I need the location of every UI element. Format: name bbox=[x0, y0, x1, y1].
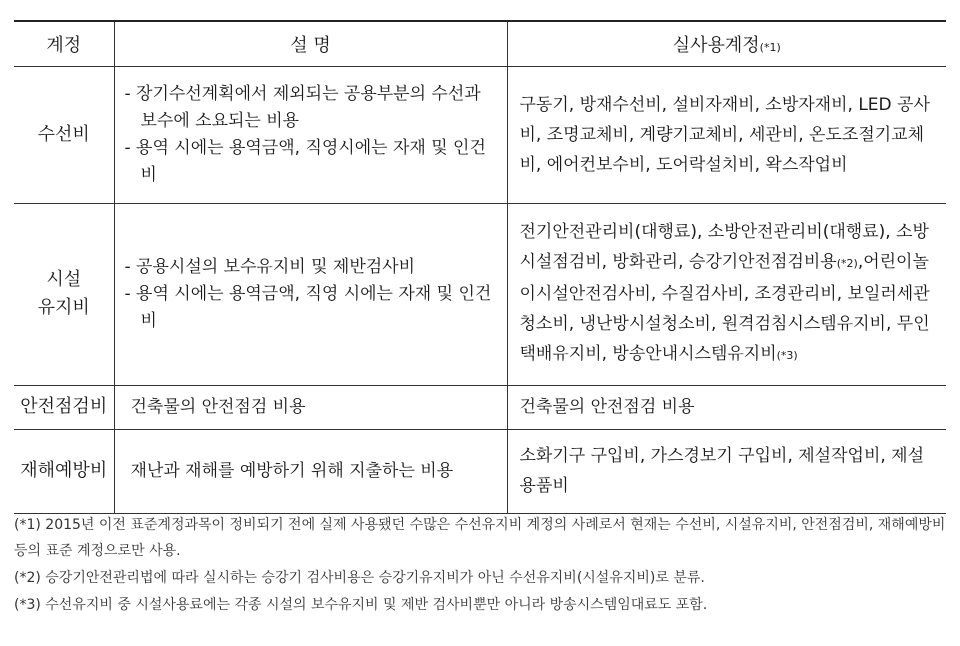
footnote: (*1) 2015년 이전 표준계정과목이 정비되기 전에 실제 사용됐던 수많은 수선유지비 계정의 사례로서 현재는 수선비, 시설유지비, 안전점검비, 재해예방비 등의 표준 계정으로만 사용. bbox=[14, 517, 946, 559]
footnotes bbox=[14, 512, 946, 619]
account-name: 수선비 bbox=[14, 66, 114, 203]
actual-accounts: 소화기구 구입비, 가스경보기 구입비, 제설작업비, 제설용품비 bbox=[507, 429, 946, 513]
account-table bbox=[14, 20, 946, 514]
header-description: 설 명 bbox=[114, 21, 507, 66]
footnote-ref: (*2) bbox=[836, 257, 858, 270]
account-name bbox=[14, 203, 114, 385]
actual-accounts bbox=[507, 203, 946, 385]
header-note-ref: (*1) bbox=[759, 40, 781, 54]
table-row bbox=[14, 66, 946, 203]
footnote-ref: (*3) bbox=[776, 349, 798, 362]
account-name: 재해예방비 bbox=[14, 429, 114, 513]
account-description bbox=[114, 203, 507, 385]
description-item: - 장기수선계획에서 제외되는 공용부분의 수선과 보수에 소요되는 비용 bbox=[125, 81, 497, 135]
actual-accounts: 건축물의 안전점검 비용 bbox=[507, 385, 946, 429]
account-name-line: 시설 bbox=[46, 269, 82, 290]
account-description: 재난과 재해를 예방하기 위해 지출하는 비용 bbox=[114, 429, 507, 513]
table-row bbox=[14, 429, 946, 513]
footnote: (*3) 수선유지비 중 시설사용료에는 각종 시설의 보수유지비 및 제반 검사비뿐만 아니라 방송시스템임대료도 포함. bbox=[14, 597, 708, 613]
actual-text: 전기안전관리비(대행료), 소방안전관리비(대행료), 소방시설점검비, 방화관리, 승강기안전점검비용 bbox=[519, 222, 929, 272]
description-item: - 용역 시에는 용역금액, 직영시에는 자재 및 인건비 bbox=[125, 135, 497, 189]
header-actual-label: 실사용계정 bbox=[672, 34, 760, 56]
footnote: (*2) 승강기안전관리법에 따라 실시하는 승강기 검사비용은 승강기유지비가 아닌 수선유지비(시설유지비)로 분류. bbox=[14, 570, 705, 586]
actual-accounts: 구동기, 방재수선비, 설비자재비, 소방자재비, LED 공사비, 조명교체비, 계량기교체비, 세관비, 온도조절기교체비, 에어컨보수비, 도어락설치비, 왁스작업비 bbox=[507, 66, 946, 203]
account-description: 건축물의 안전점검 비용 bbox=[114, 385, 507, 429]
description-item: - 공용시설의 보수유지비 및 제반검사비 bbox=[125, 254, 497, 281]
account-name-line: 유지비 bbox=[37, 297, 90, 318]
header-account: 계정 bbox=[14, 21, 114, 66]
table-row bbox=[14, 203, 946, 385]
account-name: 안전점검비 bbox=[14, 385, 114, 429]
description-item: - 용역 시에는 용역금액, 직영 시에는 자재 및 인건비 bbox=[125, 281, 497, 335]
account-description bbox=[114, 66, 507, 203]
table-row bbox=[14, 385, 946, 429]
actual-text: ,어린이놀이시설안전검사비, 수질검사비, 조경관리비, 보일러세관청소비, 냉난방시설청소비, 원격검침시스템유지비, 무인택배유지비, 방송안내시스템유지비 bbox=[519, 252, 930, 364]
header-actual-accounts bbox=[507, 21, 946, 66]
table-header-row bbox=[14, 21, 946, 66]
